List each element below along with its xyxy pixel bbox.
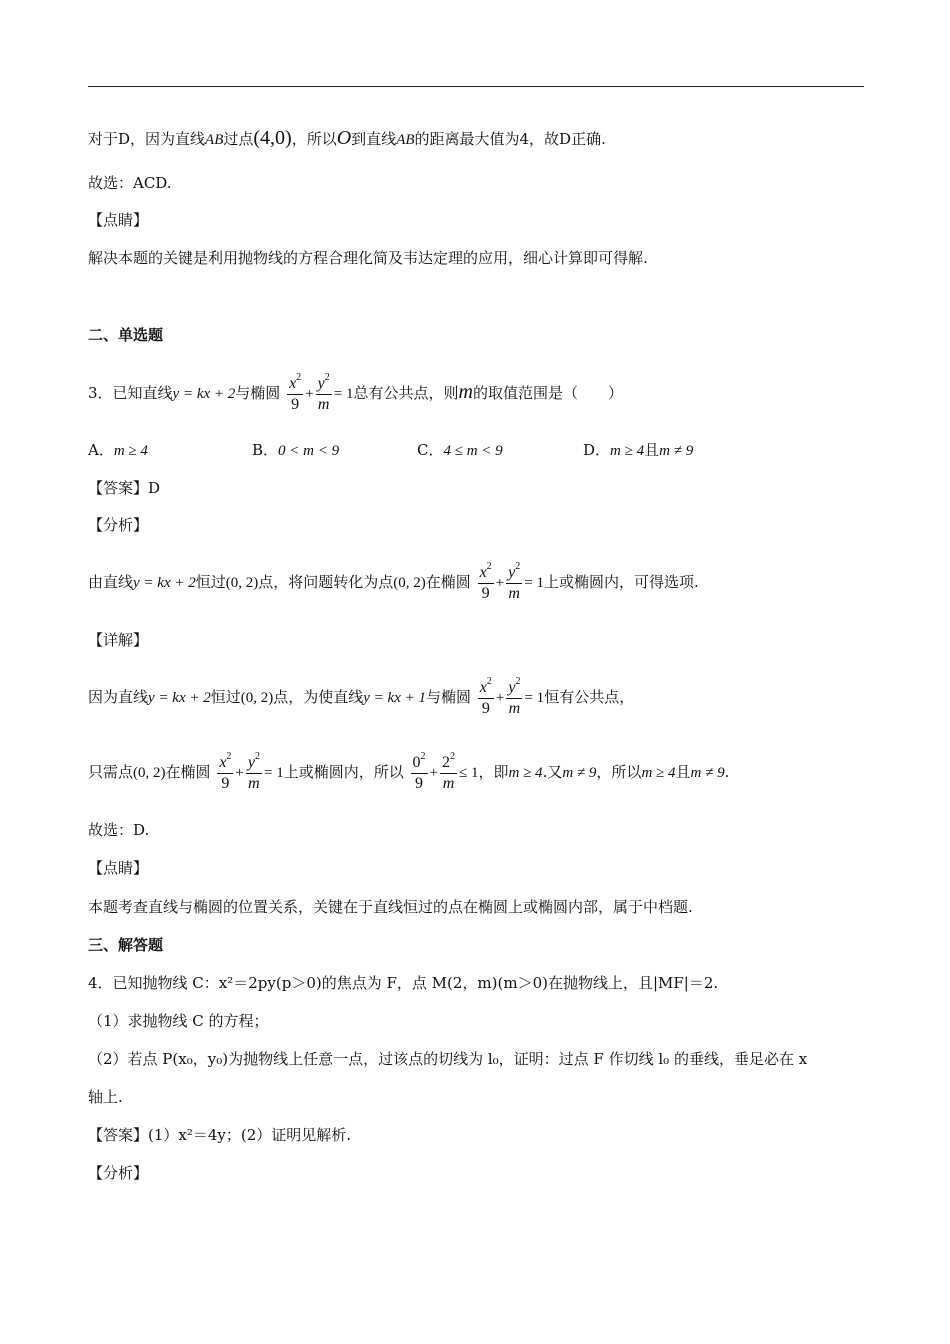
math-m: m (458, 381, 473, 403)
math-ab: AB (205, 132, 224, 148)
question-4-part-2: （2）若点 P(x₀，y₀)为抛物线上任意一点，过该点的切线为 l₀，证明：过点 F 作切线 l₀ 的垂线，垂足必在 x (88, 1050, 808, 1068)
option-a: A．m ≥ 4 (88, 441, 148, 459)
detail-line-2: 只需点(0, 2)在椭圆 $\frac{x^2}{9}$ + $\frac{y^2}{m}$ = 1上或椭圆内，所以 $\frac{0^2}{9}$ + $\frac{2^2}{m}$ ≤ 1，即m ≥ 4.又m ≠ 9，所以m ≥ 4且m ≠ 9. (88, 750, 730, 792)
answer-choice-line: 故选：ACD. (88, 174, 172, 192)
fraction-x2-9: $\frac{x^2}{9}$ (479, 560, 492, 602)
math-ab: AB (396, 132, 415, 148)
question-4-part-1: （1）求抛物线 C 的方程； (88, 1012, 269, 1030)
math-line-eq: y = kx + 2 (172, 386, 236, 402)
option-d: D．m ≥ 4且m ≠ 9 (583, 441, 694, 459)
text: ，所以 (291, 130, 337, 148)
fraction-x2-9: $\frac{x^2}{9}$ (479, 675, 492, 717)
comment-body: 解决本题的关键是利用抛物线的方程合理化简及韦达定理的应用，细心计算即可得解. (88, 249, 648, 267)
fraction-y2-m: $\frac{y^2}{m}$ (317, 371, 330, 413)
fraction-y2-m: $\frac{y^2}{m}$ (508, 675, 521, 717)
detail-line-1: 因为直线y = kx + 2恒过(0, 2)点，为使直线y = kx + 1与椭圆 $\frac{x^2}{9}$ + $\frac{y^2}{m}$ = 1恒有公共点， (88, 675, 635, 717)
math-eq: = 1 (333, 386, 354, 402)
analysis-body-3: 由直线y = kx + 2恒过(0, 2)点，将问题转化为点(0, 2)在椭圆 $\frac{x^2}{9}$ + $\frac{y^2}{m}$ = 1上或椭圆内，可得选项. (88, 560, 699, 602)
comment-heading: 【点睛】 (88, 211, 149, 229)
section-title-single-choice: 二、单选题 (88, 326, 164, 344)
question-3: 3．已知直线y = kx + 2与椭圆 $\frac{x^2}{9}$ + $\frac{y^2}{m}$ = 1总有公共点，则m的取值范围是（ ） (88, 371, 623, 413)
answer-4: 【答案】(1）x²＝4y；(2）证明见解析. (88, 1126, 352, 1144)
answer-choice-line-3: 故选：D. (88, 821, 150, 839)
text: 总有公共点，则 (353, 384, 459, 402)
question-4: 4．已知抛物线 C：x²＝2py(p＞0)的焦点为 F，点 M(2，m)(m＞0)在抛物线上，且|MF|＝2. (88, 974, 719, 992)
text: 的距离最大值为4，故D正确. (414, 130, 606, 148)
question-4-part-2-cont: 轴上. (88, 1088, 123, 1106)
fraction-x2-9: $\frac{x^2}{9}$ (219, 750, 232, 792)
detail-heading-3: 【详解】 (88, 631, 149, 649)
header-rule (88, 86, 864, 87)
math-o: O (336, 127, 352, 149)
text: 的取值范围是（ ） (472, 384, 623, 402)
analysis-heading-3: 【分析】 (88, 516, 149, 534)
fraction-2sq-m: $\frac{2^2}{m}$ (441, 750, 455, 792)
text: 过点 (223, 130, 254, 148)
text: 3．已知直线 (88, 384, 173, 402)
math-point: (4,0) (253, 127, 292, 149)
answer-3: 【答案】D (88, 479, 161, 497)
comment-heading-3: 【点睛】 (88, 859, 149, 877)
text: 对于D，因为直线 (88, 130, 206, 148)
text: 与椭圆 (235, 384, 281, 402)
fraction-0sq-9: $\frac{0^2}{9}$ (412, 750, 426, 792)
option-c: C．4 ≤ m < 9 (417, 441, 503, 459)
fraction-y2-m: $\frac{y^2}{m}$ (508, 560, 521, 602)
option-b: B．0 < m < 9 (252, 441, 340, 459)
fraction-y2-m: $\frac{y^2}{m}$ (247, 750, 260, 792)
comment-body-3: 本题考查直线与椭圆的位置关系，关键在于直线恒过的点在椭圆上或椭圆内部，属于中档题. (88, 898, 693, 916)
section-title-solutions: 三、解答题 (88, 936, 164, 954)
paragraph-d-correct (88, 128, 606, 150)
analysis-heading-4: 【分析】 (88, 1164, 149, 1182)
text: 到直线 (351, 130, 397, 148)
fraction-x2-9: $\frac{x^2}{9}$ (289, 371, 302, 413)
